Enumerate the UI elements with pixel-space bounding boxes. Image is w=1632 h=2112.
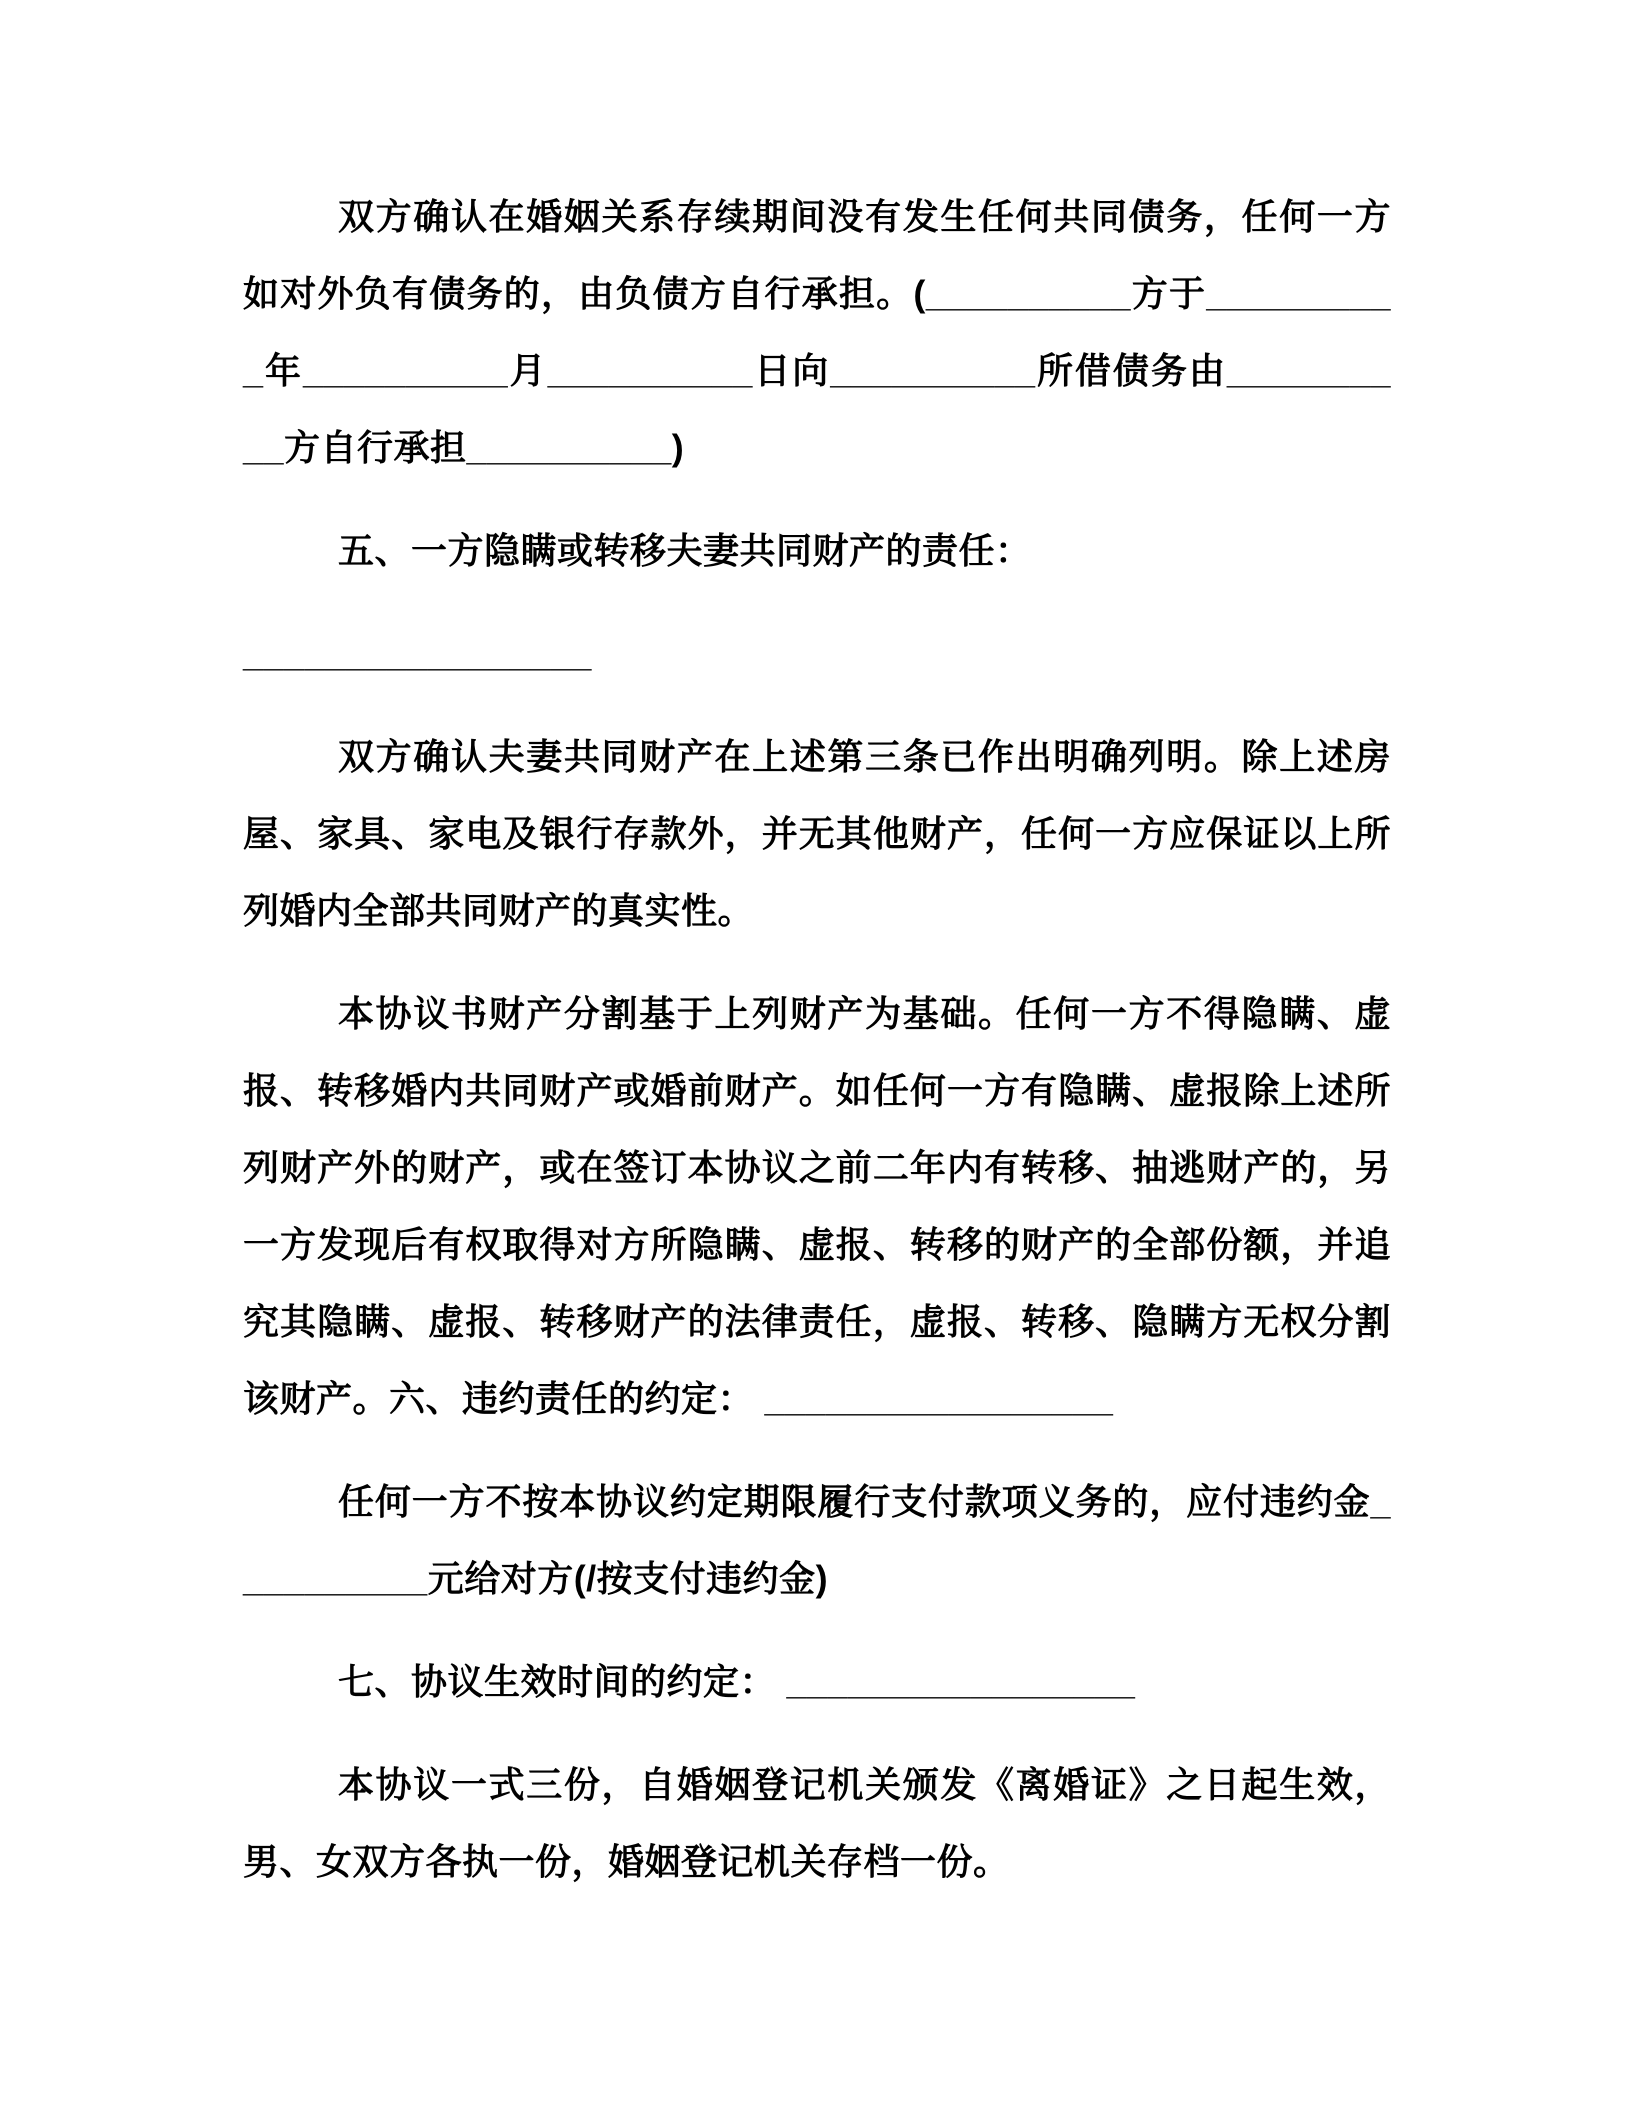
paragraph-joint-debt-confirmation: 双方确认在婚姻关系存续期间没有发生任何共同债务，任何一方如对外负有债务的，由负债方自行承担。(__________方于__________年__________月__________日向__________所借债务由__________方自行承担__________) — [243, 196, 1391, 468]
paragraph-penalty-payment: 任何一方不按本协议约定期限履行支付款项义务的，应付违约金__________元给对方(/按支付违约金) — [243, 1481, 1391, 1599]
section-5-heading: 五、一方隐瞒或转移夫妻共同财产的责任： — [338, 530, 1032, 571]
section-7-heading-effective-time: 七、协议生效时间的约定： _________________ — [338, 1661, 1136, 1702]
paragraph-property-list-confirmation: 双方确认夫妻共同财产在上述第三条已作出明确列明。除上述房屋、家具、家电及银行存款外，并无其他财产，任何一方应保证以上所列婚内全部共同财产的真实性。 — [243, 736, 1391, 931]
blank-fill-in-line: _________________ — [243, 633, 592, 674]
paragraph-property-division-and-breach: 本协议书财产分割基于上列财产为基础。任何一方不得隐瞒、虚报、转移婚内共同财产或婚前财产。如任何一方有隐瞒、虚报除上述所列财产外的财产，或在签订本协议之前二年内有转移、抽逃财产的，另一方发现后有权取得对方所隐瞒、虚报、转移的财产的全部份额，并追究其隐瞒、虚报、转移财产的法律责任，虚报、转移、隐瞒方无权分割该财产。六、违约责任的约定： _________________ — [243, 993, 1391, 1419]
paragraph-copies-and-effectiveness: 本协议一式三份，自婚姻登记机关颁发《离婚证》之日起生效，男、女双方各执一份，婚姻登记机关存档一份。 — [243, 1764, 1391, 1882]
